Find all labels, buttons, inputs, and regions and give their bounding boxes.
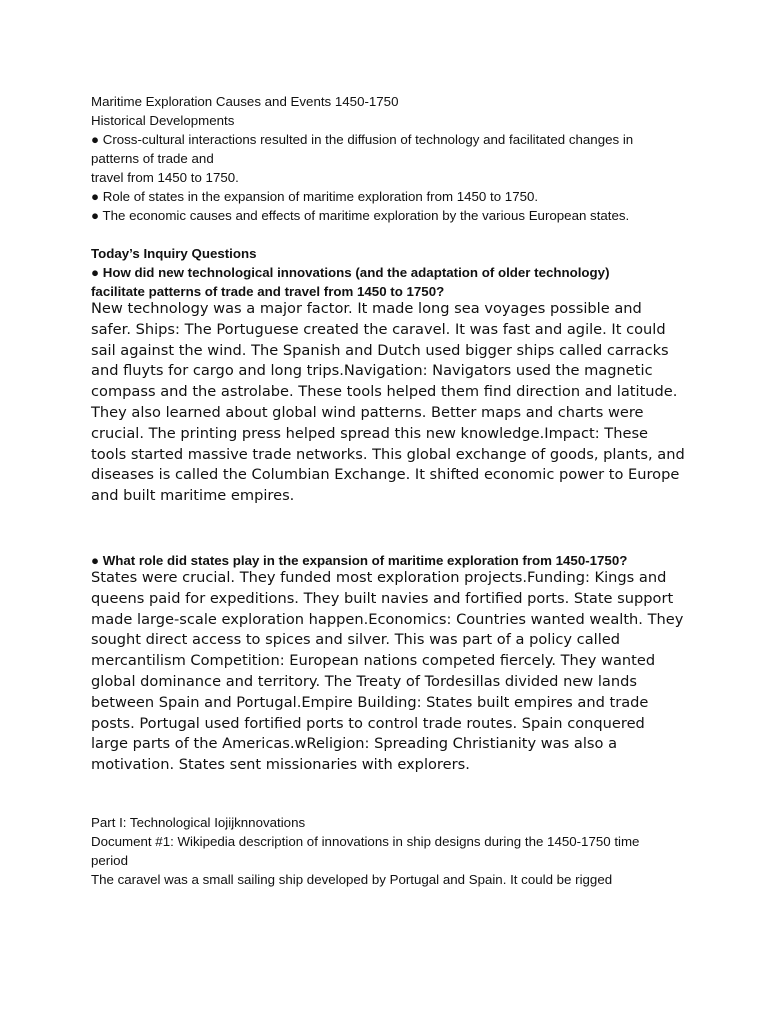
answer-1: New technology was a major factor. It made long sea voyages possible and safer. Ships: The Portuguese created the caravel. It was fast and agile. It could sail against the wind. The Spanish and Dutch used bigger ships called carracks and fluyts for cargo and long trips.Navigation: Navigators used the magnetic compass and the astrolabe. These tools helped them find direction and latitude. They also learned about global wind patterns. Better maps and charts were crucial. The printing press helped spread this new knowledge.Impact: These tools started massive trade networks. This global exchange of goods, plants, and diseases is called the Columbian Exchange. It shifted economic power to Europe and built maritime empires. <box>91 300 685 505</box>
document-title: Maritime Exploration Causes and Events 1450-1750 <box>91 94 399 109</box>
question-1 <box>91 263 691 301</box>
development-item: patterns of trade and <box>91 151 214 166</box>
question-2: ● What role did states play in the expansion of maritime exploration from 1450-1750? <box>91 552 628 568</box>
developments-list <box>91 130 691 225</box>
document-1-title-line: period <box>91 852 128 868</box>
development-item: travel from 1450 to 1750. <box>91 170 239 185</box>
document-1-text: The caravel was a small sailing ship developed by Portugal and Spain. It could be rigged <box>91 871 613 887</box>
development-item: ● Role of states in the expansion of maritime exploration from 1450 to 1750. <box>91 189 539 204</box>
section-subtitle: Historical Developments <box>91 113 235 128</box>
part-1-heading: Part I: Technological Iojijknnovations <box>91 814 306 830</box>
document-1-title-line: Document #1: Wikipedia description of innovations in ship designs during the 1450-1750 time <box>91 833 640 849</box>
development-item: ● The economic causes and effects of maritime exploration by the various European states. <box>91 208 630 223</box>
document-1-title <box>91 832 691 870</box>
answer-2: States were crucial. They funded most exploration projects.Funding: Kings and queens paid for expeditions. They built navies and fortified ports. State support made large-scale exploration happen.Economics: Countries wanted wealth. They sought direct access to spices and silver. This was part of a policy called mercantilism Competition: European nations competed fiercely. They wanted global dominance and territory. The Treaty of Tordesillas divided new lands between Spain and Portugal.Empire Building: States built empires and trade posts. Portugal used fortified ports to control trade routes. Spain conquered large parts of the Americas.wReligion: Spreading Christianity was also a motivation. States sent missionaries with explorers. <box>91 568 684 774</box>
document-page <box>91 92 691 889</box>
inquiry-heading: Today’s Inquiry Questions <box>91 246 257 261</box>
question-1-line: ● How did new technological innovations (and the adaptation of older technology) <box>91 265 610 280</box>
development-item: ● Cross-cultural interactions resulted in the diffusion of technology and facilitated changes in <box>91 132 634 147</box>
question-1-line: facilitate patterns of trade and travel from 1450 to 1750? <box>91 284 445 299</box>
